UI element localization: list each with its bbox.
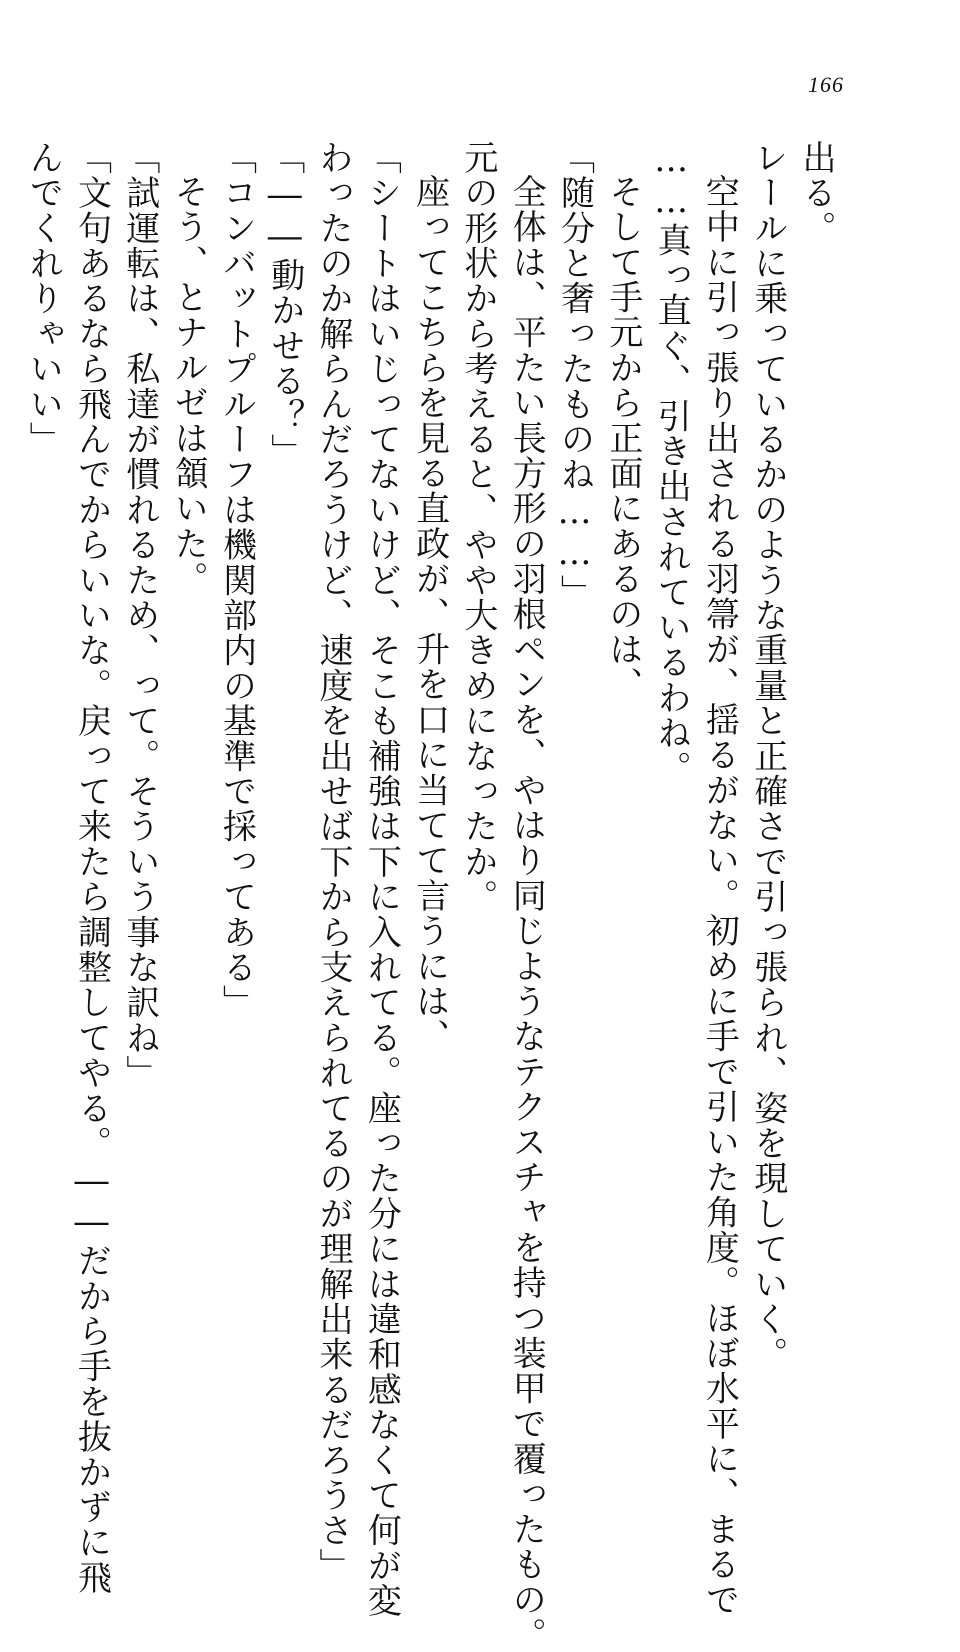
text-line: 「コンバットプルーフは機関部内の基準で採ってある」 [216, 140, 257, 1020]
text-line: 「試運転は、私達が慣れるため、って。そういう事な訳ね」 [119, 140, 160, 1091]
text-line: 「シートはいじってないけど、そこも補強は下に入れてる。座った分には違和感なくて何が変 [361, 140, 402, 1619]
text-line: ……真っ直ぐ、引き出されているわね。 [651, 140, 692, 786]
text-line: そう、とナルゼは頷いた。 [168, 174, 209, 597]
text-line: 出る。 [796, 140, 836, 246]
text-line: 「文句あるなら飛んでからいいな。戻って来たら調整してやる。――だから手を抜かずに飛 [71, 140, 112, 1596]
vertical-text-body [23, 140, 840, 1652]
text-line: わったのか解らんだろうけど、速度を出せば下から支えられてるのが理解出来るだろうさ」 [313, 140, 354, 1584]
text-line: 全体は、平たい長方形の羽根ペンを、やはり同じようなテクスチャを持つ装甲で覆ったもの。 [506, 174, 547, 1652]
text-line: レールに乗っているかのような重量と正確さで引っ張られ、姿を現していく。 [747, 140, 788, 1372]
text-line: 座ってこちらを見る直政が、升を口に当てて言うには、 [409, 174, 450, 1054]
text-line: 元の形状から考えると、やや大きめになったか。 [457, 140, 498, 915]
text-line: そして手元から正面にあるのは、 [602, 174, 643, 702]
text-line: 「随分と奢ったものね……」 [554, 140, 595, 610]
text-line: んでくれりゃいい」 [23, 140, 64, 457]
page-number: 166 [808, 72, 844, 97]
text-line: 「――動かせる？」 [264, 140, 305, 469]
text-line: 空中に引っ張り出される羽箒が、揺るがない。初めに手で引いた角度。ほぼ水平に、まるで [699, 174, 740, 1618]
